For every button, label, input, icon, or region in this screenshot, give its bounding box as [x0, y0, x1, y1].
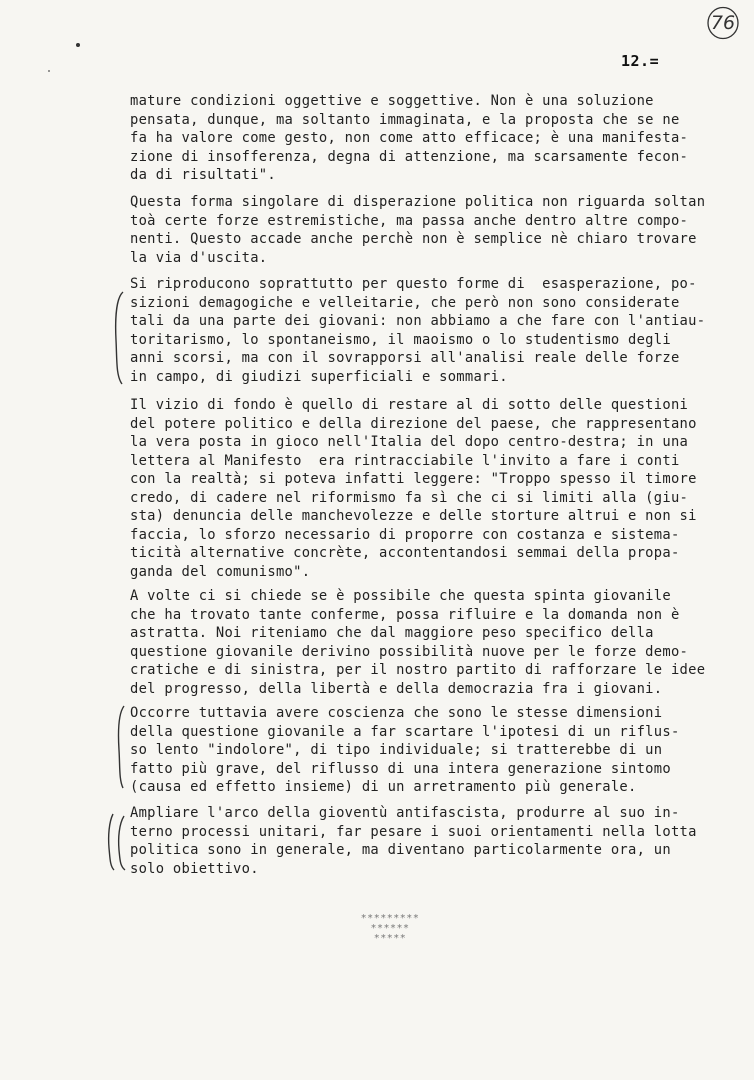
text-line: so lento "indolore", di tipo individuale; si tratterebbe di un	[130, 742, 663, 758]
text-line: tali da una parte dei giovani: non abbiamo a che fare con l'antiau-	[130, 313, 706, 329]
text-line: Ampliare l'arco della gioventù antifascista, produrre al suo in-	[130, 805, 680, 821]
text-line: che ha trovato tante conferme, possa rifluire e la domanda non è	[130, 606, 680, 623]
ink-speck	[48, 70, 50, 72]
text-line: ticità alternative concrète, accontentandosi semmai della propa-	[130, 545, 680, 561]
text-line: toà certe forze estremistiche, ma passa anche dentro altre compo-	[130, 212, 689, 229]
end-of-page-mark	[330, 914, 450, 944]
margin-bracket-mark	[114, 704, 128, 790]
paragraph	[130, 396, 740, 581]
end-mark-row: *****	[373, 933, 407, 944]
text-line: politica sono in generale, ma diventano particolarmente ora, un	[130, 842, 671, 858]
text-line: ganda del comunismo".	[130, 563, 311, 580]
paragraph	[130, 193, 740, 267]
text-line: in campo, di giudizi superficiali e sommari.	[130, 368, 508, 385]
text-line: sta) denuncia delle manchevolezze e delle storture altrui e non si	[130, 508, 697, 524]
paragraph	[130, 704, 740, 797]
paragraph	[130, 92, 740, 185]
text-line: astratta. Noi riteniamo che dal maggiore peso specifico della	[130, 625, 654, 641]
text-line: Il vizio di fondo è quello di restare al di sotto delle questioni	[130, 397, 689, 413]
text-line: zione di insofferenza, degna di attenzione, ma scarsamente fecon-	[130, 148, 689, 165]
text-line: cratiche e di sinistra, per il nostro partito di rafforzare le idee	[130, 662, 706, 678]
text-line: la via d'uscita.	[130, 249, 268, 266]
text-line: toritarismo, lo spontaneismo, il maoismo o lo studentismo degli	[130, 331, 671, 348]
page-number: 12.=	[621, 52, 660, 70]
text-line: del potere politico e della direzione del paese, che rappresentano	[130, 415, 697, 432]
margin-bracket-mark	[112, 290, 126, 386]
text-line: sizioni demagogiche e velleitarie, che però non sono considerate	[130, 294, 680, 311]
text-line: lettera al Manifesto era rintracciabile l'invito a fare i conti	[130, 452, 680, 469]
text-line: con la realtà; si poteva infatti leggere: "Troppo spesso il timore	[130, 471, 697, 487]
text-line: fa ha valore come gesto, non come atto efficace; è una manifesta-	[130, 130, 689, 146]
text-line: anni scorsi, ma con il sovrapporsi all'analisi reale delle forze	[130, 350, 680, 366]
archive-number: 76	[710, 12, 736, 34]
text-line: faccia, lo sforzo necessario di proporre con costanza e sistema-	[130, 526, 680, 543]
text-line: Si riproducono soprattutto per questo forme di esasperazione, po-	[130, 276, 697, 292]
text-line: credo, di cadere nel riformismo fa sì che ci si limiti alla (giu-	[130, 489, 689, 506]
paragraph	[130, 275, 740, 386]
paragraph	[130, 587, 740, 698]
text-line: Occorre tuttavia avere coscienza che sono le stesse dimensioni	[130, 705, 663, 721]
text-line: la vera posta in gioco nell'Italia del dopo centro-destra; in una	[130, 434, 689, 450]
text-line: Questa forma singolare di disperazione politica non riguarda soltan	[130, 194, 706, 210]
text-line: mature condizioni oggettive e soggettive. Non è una soluzione	[130, 93, 654, 109]
end-mark-row: *********	[360, 913, 420, 924]
text-line: (causa ed effetto insieme) di un arretramento più generale.	[130, 779, 637, 795]
text-line: del progresso, della libertà e della democrazia fra i giovani.	[130, 680, 663, 697]
text-line: questione giovanile derivino possibilità nuove per le forze demo-	[130, 643, 689, 660]
paragraph	[130, 804, 740, 878]
ink-speck	[76, 43, 80, 47]
text-line: nenti. Questo accade anche perchè non è semplice nè chiaro trovare	[130, 231, 697, 247]
text-line: terno processi unitari, far pesare i suoi orientamenti nella lotta	[130, 823, 697, 840]
text-line: pensata, dunque, ma soltanto immaginata, e la proposta che se ne	[130, 111, 680, 128]
text-line: solo obiettivo.	[130, 860, 259, 877]
text-line: fatto più grave, del riflusso di una intera generazione sintomo	[130, 760, 671, 777]
end-mark-row: ******	[370, 923, 410, 934]
archive-number-stamp	[706, 6, 740, 40]
text-line: della questione giovanile a far scartare l'ipotesi di un riflus-	[130, 723, 680, 740]
text-line: A volte ci si chiede se è possibile che questa spinta giovanile	[130, 588, 671, 604]
double-margin-bracket-mark	[104, 812, 128, 872]
text-line: da di risultati".	[130, 167, 276, 183]
